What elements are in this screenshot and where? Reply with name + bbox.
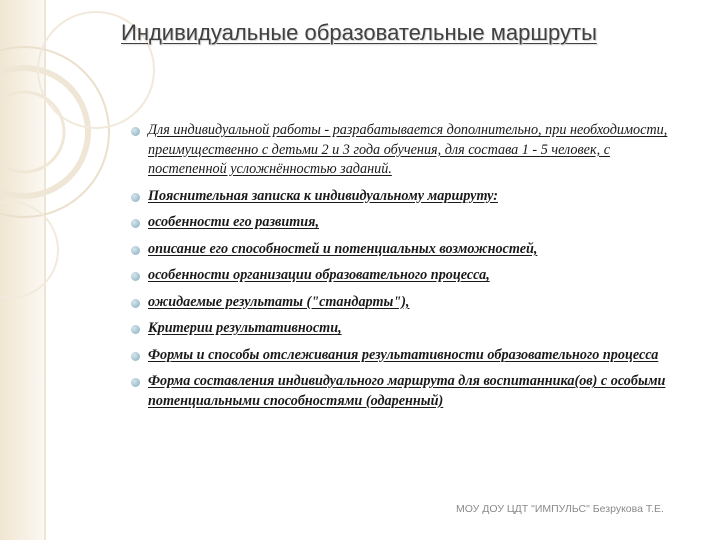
bullet-text: ожидаемые результаты ("стандарты"),: [148, 293, 410, 310]
bullet-icon: [131, 299, 140, 308]
bullet-text: Формы и способы отслеживания результативности образовательного процесса: [148, 346, 659, 363]
slide-footer: МОУ ДОУ ЦДТ "ИМПУЛЬС" Безрукова Т.Е.: [456, 503, 664, 515]
bullet-item-abilities-description: [131, 240, 683, 260]
bullet-text: описание его способностей и потенциальных возможностей,: [148, 240, 538, 257]
bullet-icon: [131, 272, 140, 281]
bullet-icon: [131, 246, 140, 255]
bullet-item-development-features: [131, 213, 683, 233]
bullet-text: особенности организации образовательного процесса,: [148, 267, 490, 283]
bullet-item-individual-work: [131, 121, 683, 180]
bullet-text: Пояснительная записка к индивидуальному маршруту:: [148, 187, 498, 204]
bullet-text: Форма составления индивидуального маршрута для воспитанника(ов) с особыми потенциальными способностями (одаренный): [148, 373, 666, 409]
bullet-icon: [131, 219, 140, 228]
bullet-icon: [131, 193, 140, 202]
bullet-icon: [131, 127, 140, 136]
bullet-icon: [131, 352, 140, 361]
bullet-text: Для индивидуальной работы - разрабатывается дополнительно, при необходимости, преимущественно с детьми 2 и 3 года обучения, для состава 1 - 5 человек, с постепенной усложнённостью заданий.: [148, 122, 668, 177]
bullet-item-process-organization: [131, 266, 683, 286]
bullet-list: [131, 121, 683, 418]
bullet-item-route-form: [131, 372, 683, 411]
bullet-item-criteria: [131, 319, 683, 339]
bullet-icon: [131, 325, 140, 334]
bullet-item-expected-results: [131, 293, 683, 313]
bullet-text: Критерии результативности,: [148, 320, 342, 336]
bullet-icon: [131, 378, 140, 387]
slide-title: Индивидуальные образовательные маршруты: [121, 20, 597, 45]
bullet-item-tracking-forms: [131, 346, 683, 366]
bullet-item-explanatory-note: [131, 187, 683, 207]
bullet-text: особенности его развития,: [148, 214, 320, 230]
